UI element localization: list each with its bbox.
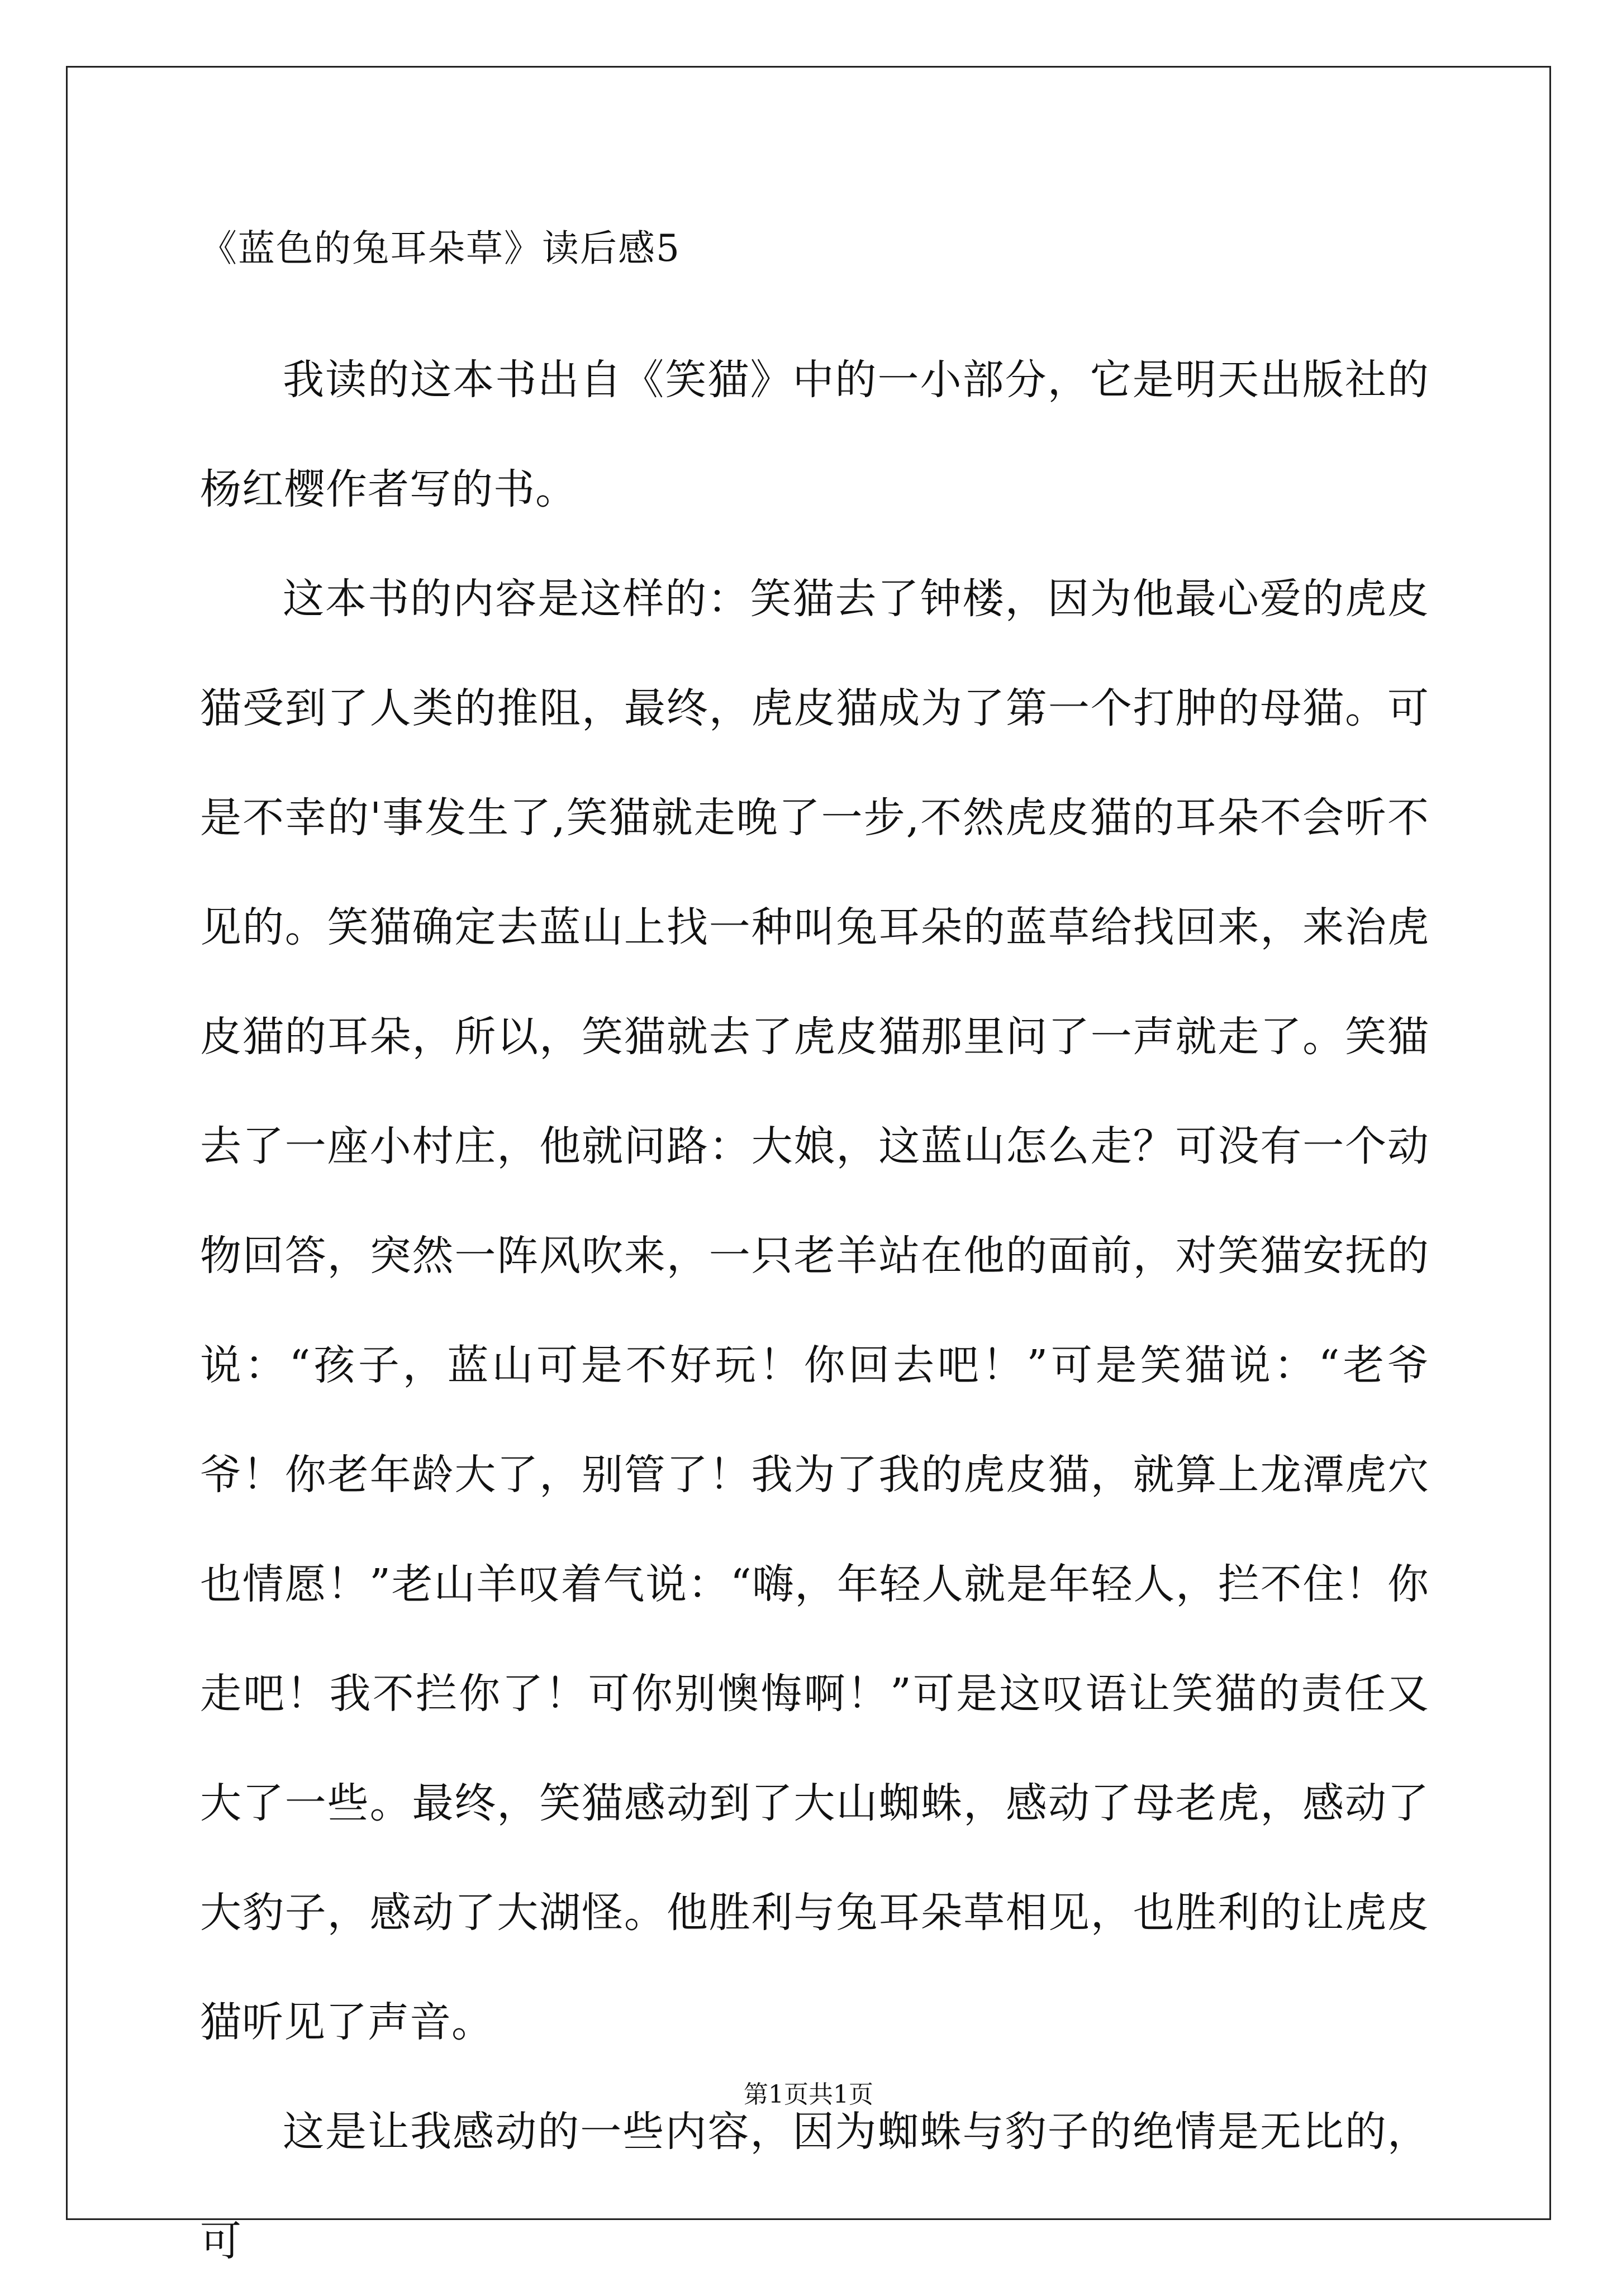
paragraph-2: 这本书的内容是这样的：笑猫去了钟楼，因为他最心爱的虎皮猫受到了人类的推阻，最终，虎皮猫成为了第一个打肿的母猫。可是不幸的'事发生了,笑猫就走晚了一步,不然虎皮猫的耳朵不会听不见的。笑猫确定去蓝山上找一种叫兔耳朵的蓝草给找回来，来治虎皮猫的耳朵，所以，笑猫就去了虎皮猫那里问了一声就走了。笑猫去了一座小村庄，他就问路：大娘，这蓝山怎么走？可没有一个动物回答，突然一阵风吹来，一只老羊站在他的面前，对笑猫安抚的说：“孩子，蓝山可是不好玩！你回去吧！”可是笑猫说：“老爷爷！你老年龄大了，别管了！我为了我的虎皮猫，就算上龙潭虎穴也情愿！”老山羊叹着气说：“嗨，年轻人就是年轻人，拦不住！你走吧！我不拦你了！可你别懊悔啊！”可是这叹语让笑猫的责任又大了一些。最终，笑猫感动到了大山蜘蛛，感动了母老虎，感动了大豹子，感动了大湖怪。他胜利与兔耳朵草相见，也胜利的让虎皮猫听见了声音。	[200, 575, 1429, 2046]
paragraph-3: 这是让我感动的一些内容，因为蜘蛛与豹子的绝情是无比的，可	[200, 2108, 1429, 2265]
document-title: 《蓝色的兔耳朵草》读后感5	[200, 227, 681, 270]
page-footer	[0, 2078, 1617, 2112]
page-total: 共1页	[808, 2080, 873, 2109]
document-body	[200, 207, 1429, 2296]
page-number: 第1页	[744, 2080, 808, 2109]
paragraph-1: 我读的这本书出自《笑猫》中的一小部分，它是明天出版社的杨红樱作者写的书。	[200, 356, 1429, 513]
